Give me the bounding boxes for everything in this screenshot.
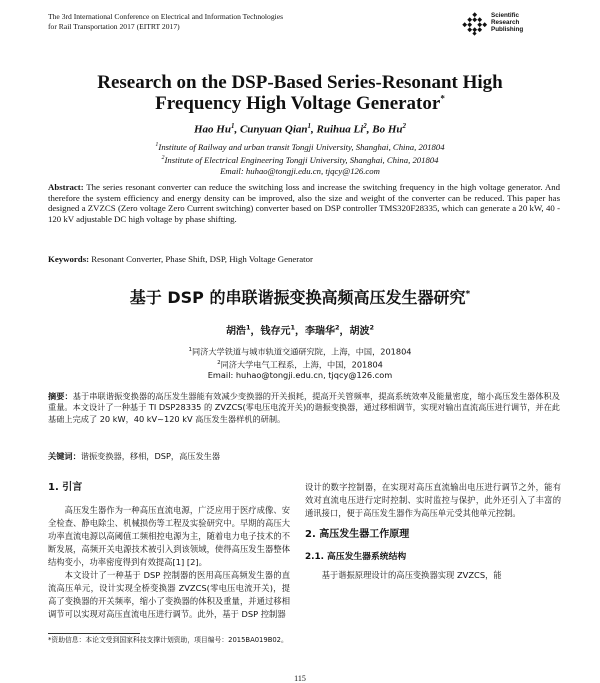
author-sup: 1 bbox=[245, 323, 251, 332]
affiliation-1 bbox=[0, 345, 600, 358]
english-title-line-1: Research on the DSP-Based Series-Resonant High bbox=[97, 72, 503, 93]
english-authors bbox=[0, 122, 600, 136]
publisher-line-2: Research bbox=[491, 18, 520, 26]
publisher-line-1: Scientific bbox=[491, 12, 519, 19]
conference-line-2: for Rail Transportation 2017 (EITRT 2017) bbox=[48, 21, 180, 31]
publisher-diamond-icon bbox=[462, 12, 488, 36]
affiliation-sup: 2 bbox=[217, 359, 221, 366]
author-separator: ， bbox=[250, 326, 261, 337]
keywords-label: Keywords: bbox=[48, 254, 90, 264]
body-paragraph-continued: 设计的数字控制器，在实现对高压直流输出电压进行调节之外，能有效对直流电压进行定时控制、实时监控与保护，此外还引入了丰富的通讯接口，便于高压发生器作为高压单元受其他单元控制。 bbox=[305, 482, 561, 518]
author-separator: , bbox=[234, 123, 240, 136]
abstract-label: Abstract: bbox=[48, 182, 84, 192]
chinese-abstract bbox=[48, 391, 560, 425]
author-sup: 2 bbox=[369, 323, 375, 332]
affiliation-sup: 1 bbox=[155, 142, 159, 148]
conference-line-1: The 3rd International Conference on Electrical and Information Technologies bbox=[48, 12, 284, 21]
english-keywords bbox=[48, 254, 560, 264]
publisher-name bbox=[491, 13, 523, 33]
section-heading: 2. 高压发生器工作原理 bbox=[305, 529, 410, 540]
footnote-rule bbox=[48, 633, 140, 634]
chinese-title-text: 基于 DSP 的串联谐振变换高频高压发生器研究 bbox=[129, 288, 466, 307]
author-sup: 1 bbox=[290, 323, 295, 332]
author-sup: 1 bbox=[307, 122, 311, 130]
footnote: *资助信息：本论文受到国家科技支撑计划资助，项目编号：2015BA019B02。 bbox=[48, 636, 288, 644]
author-sup: 2 bbox=[363, 122, 367, 130]
subsection-heading: 2.1. 高压发生器系统结构 bbox=[305, 552, 407, 562]
author-name: Cunyuan Qian bbox=[239, 123, 308, 136]
keywords-text: 谐振变换器，移相，DSP，高压发生器 bbox=[80, 451, 221, 461]
body-column-right bbox=[305, 481, 561, 582]
body-paragraph: 本文设计了一种基于 DSP 控制器的医用高压高频发生器的直流高压单元，设计实现全桥变换器 ZVZCS(零电压电流开关)，提高了变换器的开关频率，缩小了变换器的体积及重量，并通过移相调节可以实现对高压直流电压进行调节。此外，基于 DSP 控制器 bbox=[48, 570, 290, 619]
affiliation-text: 同济大学铁道与城市轨道交通研究院，上海，中国，201804 bbox=[191, 346, 412, 357]
english-title-line-2: Frequency High Voltage Generator bbox=[155, 93, 441, 114]
title-footnote-mark: * bbox=[465, 289, 471, 300]
chinese-email: Email: huhao@tongji.edu.cn, tjqcy@126.com bbox=[207, 370, 393, 381]
affiliation-text: Institute of Railway and urban transit Tongji University, Shanghai, China, 201804 bbox=[158, 141, 445, 152]
author-separator: , bbox=[311, 123, 317, 136]
body-paragraph: 基于谐振原理设计的高压变换器实现 ZVZCS，能 bbox=[321, 570, 502, 580]
affiliation-2 bbox=[0, 358, 600, 371]
affiliation-1 bbox=[0, 140, 600, 153]
page-number: 115 bbox=[294, 674, 306, 683]
keywords-label: 关键词： bbox=[48, 451, 81, 461]
author-separator: ， bbox=[295, 326, 305, 337]
author-name: 钱存元 bbox=[260, 326, 291, 337]
affiliation-sup: 2 bbox=[161, 154, 165, 161]
author-name: Hao Hu bbox=[193, 123, 231, 136]
conference-header bbox=[48, 12, 283, 31]
english-title bbox=[0, 72, 600, 114]
author-separator: , bbox=[366, 123, 373, 136]
chinese-affiliations bbox=[0, 345, 600, 381]
publisher-line-3: Publishing bbox=[491, 25, 524, 33]
author-separator: ， bbox=[339, 326, 350, 337]
author-sup: 2 bbox=[335, 323, 340, 332]
english-abstract bbox=[48, 182, 560, 224]
english-email: Email: huhao@tongji.edu.cn, tjqcy@126.com bbox=[220, 165, 380, 176]
author-sup: 2 bbox=[402, 122, 407, 130]
publisher-logo bbox=[462, 8, 562, 38]
affiliation-sup: 1 bbox=[188, 347, 192, 353]
affiliation-text: Institute of Electrical Engineering Tongji University, Shanghai, China, 201804 bbox=[164, 154, 439, 165]
body-paragraph: 高压发生器作为一种高压直流电源，广泛应用于医疗成像、安全检查、静电除尘、机械损伤等工程及实验研究中。早期的高压大功率直流电源以高阈值工频相控电源为主，随着电力电子技术的不断发展，高频开关电源技术被引入到该领域，使得高压发生器整体结构变小，功率密度得到有效提高[1] [2]。 bbox=[48, 505, 290, 567]
keywords-text: Resonant Converter, Phase Shift, DSP, High Voltage Generator bbox=[89, 254, 313, 264]
english-affiliations bbox=[0, 140, 600, 177]
author-name: Bo Hu bbox=[372, 123, 403, 136]
author-name: Ruihua Li bbox=[316, 123, 364, 136]
author-name: 胡波 bbox=[349, 326, 370, 337]
author-sup: 1 bbox=[230, 122, 235, 130]
section-heading: 1. 引言 bbox=[48, 482, 83, 493]
author-name: 李瑞华 bbox=[305, 326, 335, 337]
affiliation-text: 同济大学电气工程系，上海，中国，201804 bbox=[220, 359, 383, 370]
abstract-text: The series resonant converter can reduce the switching loss and increase the switching frequency in the high voltage generator. And therefore the system efficiency and energy density can be improved, also the size and weight of the converter can be reduced. This paper has designed a ZVZCS (Zero voltage Zero Current switching) converter based on DSP controller TMS320F28335, which can generate a 20 kW, 40 - 120 kV adjustable DC high voltage by phase shifting. bbox=[48, 182, 560, 224]
chinese-keywords bbox=[48, 451, 560, 462]
author-name: 胡浩 bbox=[225, 326, 246, 337]
chinese-authors bbox=[0, 322, 600, 337]
affiliation-2 bbox=[0, 153, 600, 166]
chinese-title bbox=[0, 285, 600, 308]
continued-text-space bbox=[305, 520, 561, 528]
abstract-text: 基于串联谐振变换器的高压发生器能有效减少变换器的开关损耗，提高开关管频率，提高系统效率及能量密度，缩小高压发生器体积及重量。本文设计了一种基于 TI DSP28335 的 ZVZCS(零电压电流开关)的谐振变换器，通过移相调节，实现对输出直流高压进行调节，并在此基础上完成了 20 kW，40 kV~120 kV 高压发生器样机的研制。 bbox=[48, 391, 560, 424]
body-column-left bbox=[48, 481, 290, 621]
title-footnote-mark: * bbox=[440, 93, 445, 104]
abstract-label: 摘要： bbox=[48, 391, 73, 401]
